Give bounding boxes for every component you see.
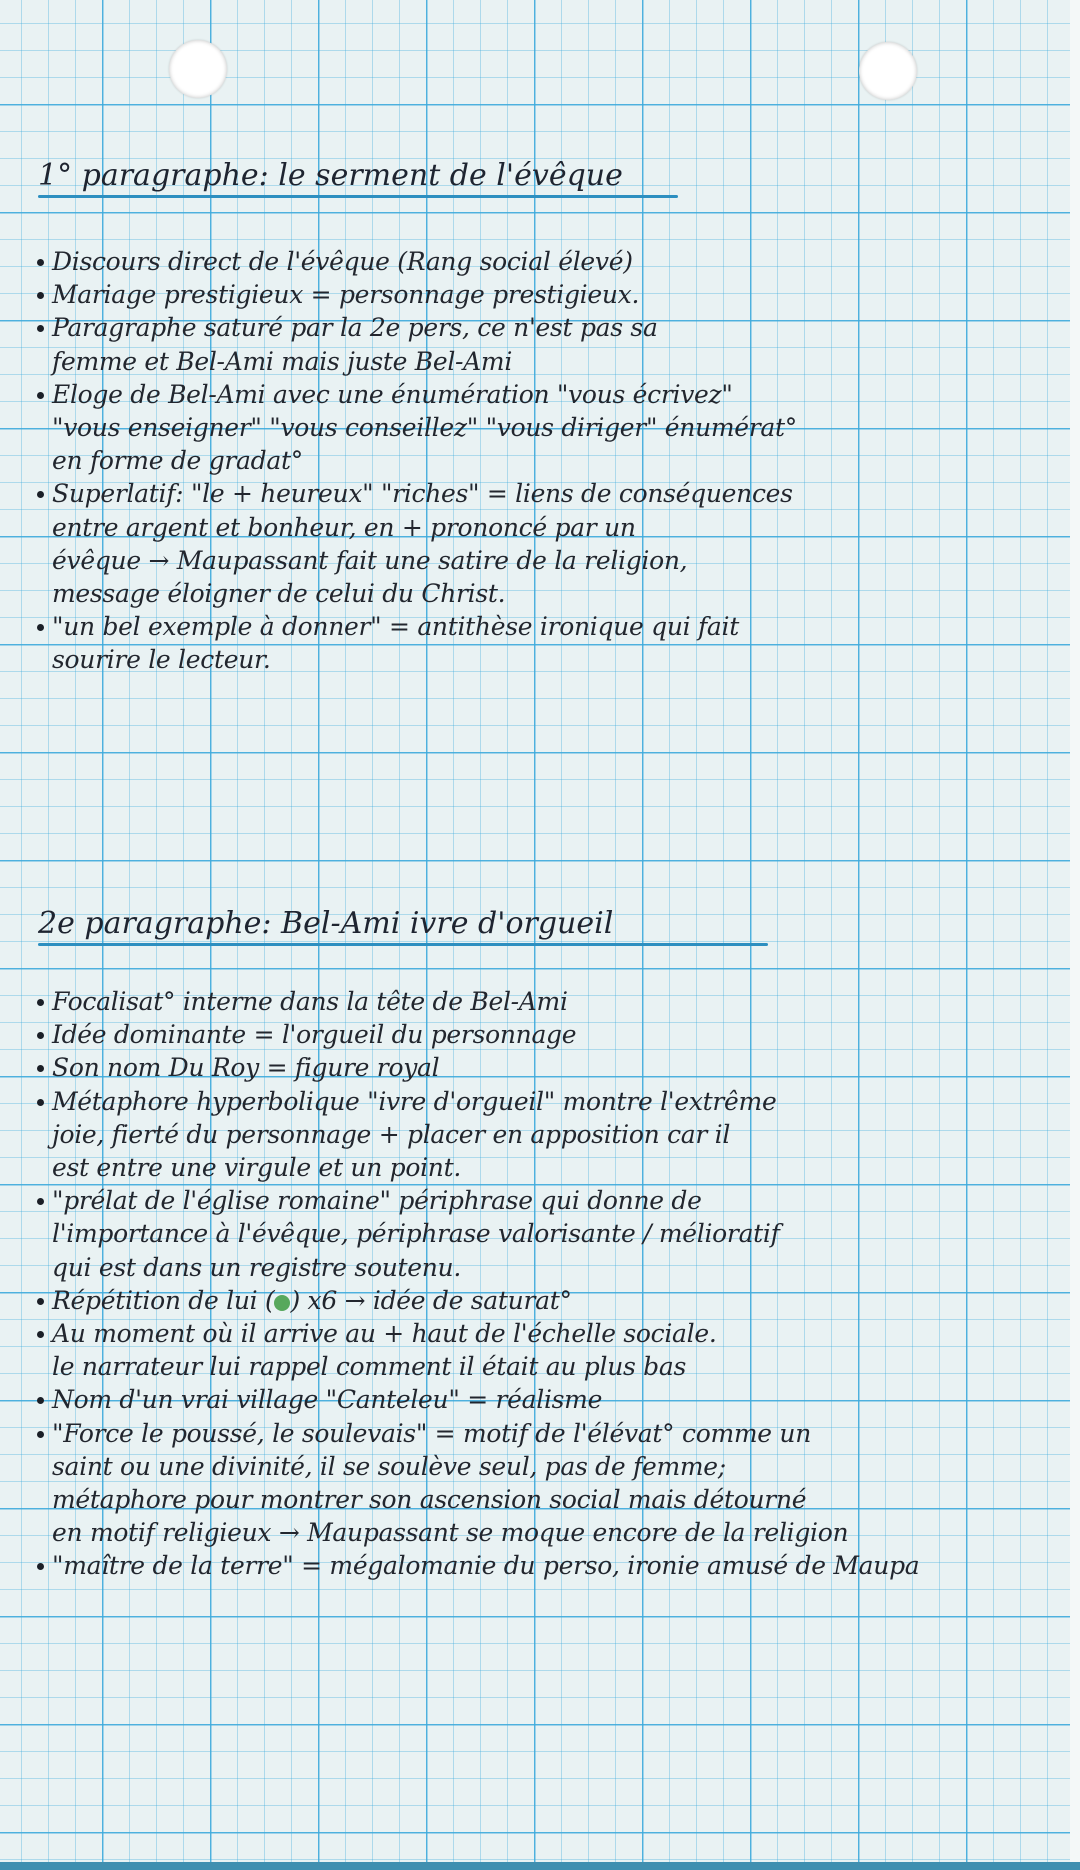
- bullet-dot-icon: [37, 325, 44, 332]
- bullet-item: Idée dominante = l'orgueil du personnage: [38, 1018, 1048, 1051]
- bullet-item: "Force le poussé, le soulevais" = motif de l'élévat° comme un saint ou une divinité, il se soulève seul, pas de femme; métaphore pour montrer son ascension social mais détourné en motif religieux → Maupassant se moque encore de la religion: [38, 1417, 1048, 1550]
- bullet-dot-icon: [37, 624, 44, 631]
- heading-1-text: 1° paragraphe: le serment de l'évêque: [38, 158, 623, 193]
- bullet-dot-icon: [37, 1065, 44, 1072]
- bullet-item: "un bel exemple à donner" = antithèse ironique qui fait sourire le lecteur.: [38, 610, 1048, 676]
- heading-2-text: 2e paragraphe: Bel-Ami ivre d'orgueil: [38, 906, 614, 941]
- punch-hole-right: [859, 42, 917, 100]
- bullet-dot-icon: [37, 1099, 44, 1106]
- heading-1-underline: [38, 195, 678, 198]
- bullet-dot-icon: [37, 1331, 44, 1338]
- bullet-item: Paragraphe saturé par la 2e pers, ce n'est pas sa femme et Bel-Ami mais juste Bel-Ami: [38, 311, 1048, 377]
- section-heading-2: [38, 906, 768, 946]
- bullet-item-repetition: Répétition de lui ( ) x6 → idée de saturat°: [38, 1284, 1048, 1317]
- bullet-item: Nom d'un vrai village "Canteleu" = réalisme: [38, 1383, 1048, 1416]
- bullet-dot-icon: [37, 1431, 44, 1438]
- bullet-item: Mariage prestigieux = personnage prestigieux.: [38, 278, 1048, 311]
- bullet-item: Son nom Du Roy = figure royal: [38, 1051, 1048, 1084]
- bullet-item: Superlatif: "le + heureux" "riches" = liens de conséquences entre argent et bonheur, en + prononcé par un évêque → Maupassant fait une satire de la religion, message éloigner de celui du Christ.: [38, 477, 1048, 610]
- bullet-dot-icon: [37, 1198, 44, 1205]
- green-ink-blob-icon: [274, 1295, 290, 1311]
- bullet-item: Discours direct de l'évêque (Rang social élevé): [38, 245, 1048, 278]
- bullet-dot-icon: [37, 1298, 44, 1305]
- page-edge-bottom: [0, 1862, 1080, 1870]
- bullet-item: Au moment où il arrive au + haut de l'échelle sociale. le narrateur lui rappel comment il était au plus bas: [38, 1317, 1048, 1383]
- bullet-dot-icon: [37, 1032, 44, 1039]
- bullet-item: "prélat de l'église romaine" périphrase qui donne de l'importance à l'évêque, périphrase valorisante / mélioratif qui est dans un registre soutenu.: [38, 1184, 1048, 1284]
- bullet-item: "maître de la terre" = mégalomanie du perso, ironie amusé de Maupa: [38, 1549, 1048, 1582]
- bullet-item: Métaphore hyperbolique "ivre d'orgueil" montre l'extrême joie, fierté du personnage + placer en apposition car il est entre une virgule et un point.: [38, 1085, 1048, 1185]
- section-heading-1: [38, 158, 678, 198]
- bullet-dot-icon: [37, 259, 44, 266]
- bullet-item: Focalisat° interne dans la tête de Bel-Ami: [38, 985, 1048, 1018]
- section-1-list: [38, 245, 1048, 677]
- punch-hole-left: [169, 40, 227, 98]
- bullet-dot-icon: [37, 1563, 44, 1570]
- heading-2-underline: [38, 943, 768, 946]
- bullet-dot-icon: [37, 999, 44, 1006]
- page-edge-right: [1070, 0, 1080, 1870]
- bullet-dot-icon: [37, 1397, 44, 1404]
- bullet-item: Eloge de Bel-Ami avec une énumération "vous écrivez" "vous enseigner" "vous conseillez" "vous diriger" énumérat° en forme de gradat°: [38, 378, 1048, 478]
- section-2-list: [38, 985, 1048, 1583]
- bullet-dot-icon: [37, 392, 44, 399]
- bullet-dot-icon: [37, 292, 44, 299]
- bullet-dot-icon: [37, 491, 44, 498]
